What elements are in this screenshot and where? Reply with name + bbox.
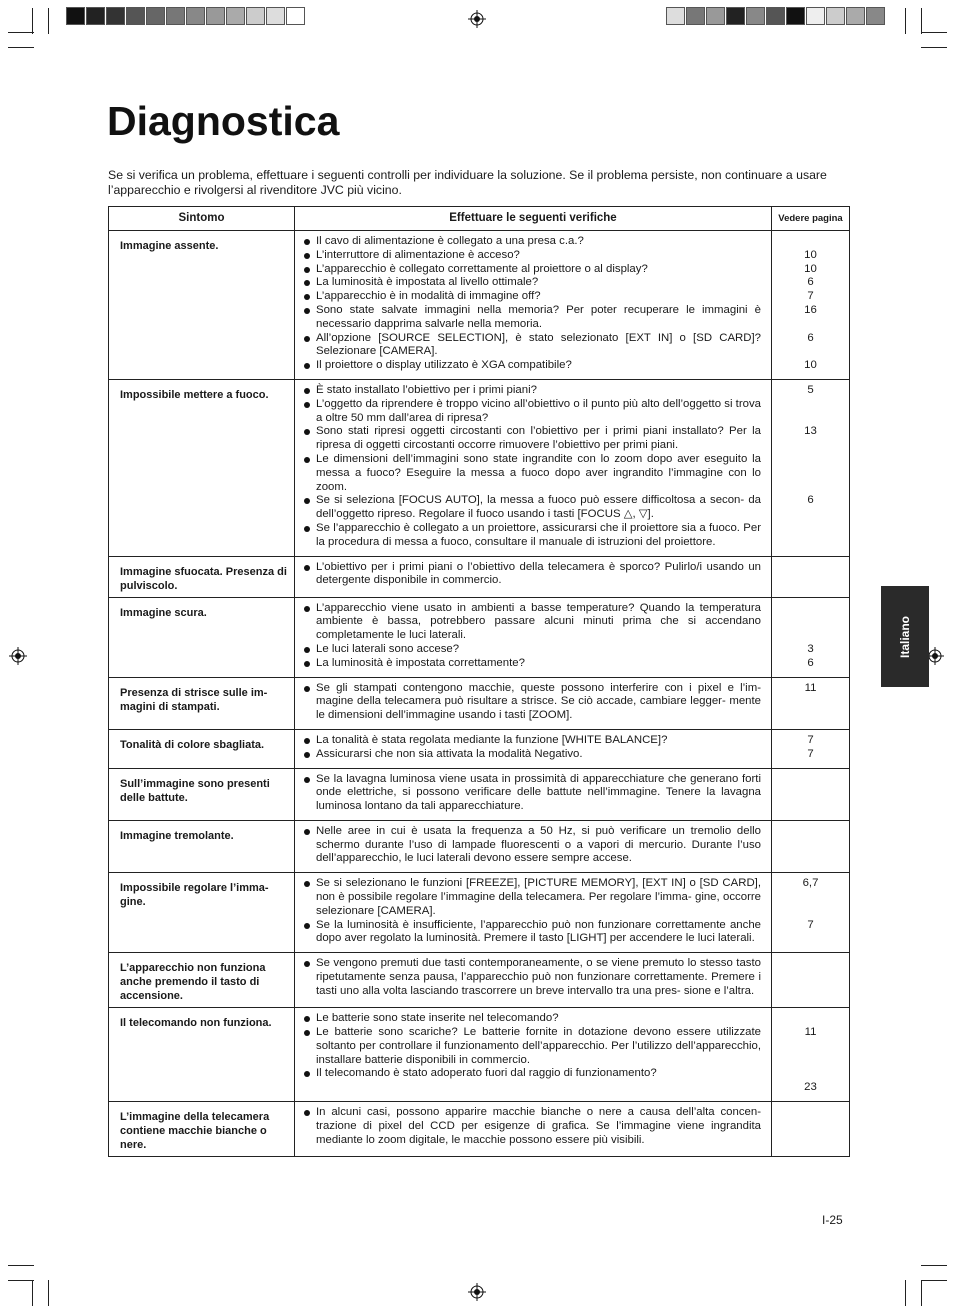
symptom-cell: L’apparecchio non funziona anche premendo il tasto di accensione. [109, 953, 295, 1008]
page-ref [772, 345, 849, 359]
checks-list [304, 1106, 761, 1147]
crop-mark [8, 47, 34, 48]
crop-mark [8, 32, 34, 33]
symptom-cell: Presenza di strisce sulle im- magini di stampati. [109, 677, 295, 729]
checks-cell [295, 379, 772, 556]
check-item: Se la lavagna luminosa viene usata in prossimità di apparecchiature che generano forti onde elettriche, si possono verificare delle battute nell’immagine. Tenere la lavagna luminosa lontano da tali apparecchiature. [304, 773, 761, 814]
checks-cell [295, 953, 772, 1008]
table-row [109, 729, 850, 768]
check-item: Le batterie sono state inserite nel telecomando? [304, 1012, 761, 1026]
crop-mark [921, 1280, 947, 1281]
page-ref: 7 [807, 918, 814, 931]
page-ref: 7 [807, 733, 814, 746]
symptom-cell: Immagine scura. [109, 597, 295, 677]
table-row [109, 677, 850, 729]
table-row [109, 1102, 850, 1157]
page-ref [772, 1012, 849, 1026]
column-header-symptom: Sintomo [109, 207, 295, 231]
page-ref [772, 629, 849, 643]
language-side-tab-label: Italiano [898, 615, 912, 658]
page-number: I-25 [822, 1213, 843, 1227]
page-ref [772, 398, 849, 412]
crop-mark [32, 8, 33, 34]
page-ref: 3 [807, 642, 814, 655]
page-ref: 6 [807, 494, 814, 507]
crop-mark [921, 1280, 922, 1306]
check-item: All’opzione [SOURCE SELECTION], è stato selezionato [EXT IN] o [SD CARD]? Selezionare [CAMERA]. [304, 332, 761, 360]
page-ref [772, 891, 849, 905]
crop-mark [921, 32, 947, 33]
table-header-row [109, 207, 850, 231]
table-row [109, 953, 850, 1008]
check-item: Assicurarsi che non sia attivata la modalità Negativo. [304, 748, 761, 762]
checks-list [304, 773, 761, 814]
page-ref-cell [772, 873, 850, 953]
column-header-page: Vedere pagina [772, 207, 850, 231]
check-item: Sono state salvate immagini nella memoria? Per poter recuperare le immagini è necessario dapprima salvarle nella memoria. [304, 304, 761, 332]
check-item: Le luci laterali sono accese? [304, 643, 761, 657]
page-ref: 11 [804, 1026, 817, 1039]
page-ref-cell [772, 597, 850, 677]
table-row [109, 820, 850, 872]
page-ref [772, 1040, 849, 1054]
crop-mark [48, 1280, 49, 1306]
checks-cell [295, 597, 772, 677]
checks-list [304, 825, 761, 866]
page-ref-cell [772, 953, 850, 1008]
page-ref: 23 [804, 1081, 817, 1094]
check-item: Il proiettore o display utilizzato è XGA compatibile? [304, 359, 761, 373]
page-ref-cell [772, 231, 850, 380]
page-ref [772, 453, 849, 467]
symptom-cell: Sull’immagine sono presenti delle battute. [109, 768, 295, 820]
symptom-cell: Il telecomando non funziona. [109, 1008, 295, 1102]
check-item: Le batterie sono scariche? Le batterie fornite in dotazione devono essere utilizzate soltanto per controllare il funzionamento dell’apparecchio. Per l’utilizzo dell’apparecchio, installare batterie disponibili in commercio. [304, 1026, 761, 1067]
check-item: Se si seleziona [FOCUS AUTO], la messa a fuoco può essere difficoltosa a secon- da dell’oggetto ripreso. Regolare il fuoco usando i tasti [FOCUS △, ▽]. [304, 494, 761, 522]
symptom-cell: Impossibile mettere a fuoco. [109, 379, 295, 556]
symptom-cell: Tonalità di colore sbagliata. [109, 729, 295, 768]
gray-calibration-bar [66, 7, 306, 25]
check-item: Se vengono premuti due tasti contemporaneamente, o se viene premuto lo stesso tasto ripetutamente senza pausa, l’apparecchio può non funzionare correttamente. Premere i tasti uno alla volta lasciando trascorrere un breve intervallo tra una pres- sione e l’altra. [304, 957, 761, 998]
page-ref [772, 615, 849, 629]
check-item: Nelle aree in cui è usata la frequenza a 50 Hz, si può verificare un tremolio dello schermo durante l’uso di lampade fluorescenti o a vapori di mercurio. Durante l’uso dell’apparecchio, le luci laterali devono essere sempre accese. [304, 825, 761, 866]
symptom-cell: Immagine assente. [109, 231, 295, 380]
page-ref-cell [772, 1008, 850, 1102]
page-ref-cell [772, 820, 850, 872]
page-ref: 13 [804, 425, 817, 438]
check-item: È stato installato l’obiettivo per i primi piani? [304, 384, 761, 398]
page-ref [772, 602, 849, 616]
page-ref: 10 [804, 359, 817, 372]
page-ref-cell [772, 768, 850, 820]
checks-cell [295, 677, 772, 729]
symptom-cell: Immagine tremolante. [109, 820, 295, 872]
table-row [109, 1008, 850, 1102]
checks-list [304, 682, 761, 723]
checks-cell [295, 768, 772, 820]
page-ref: 16 [804, 303, 817, 316]
check-item: L’apparecchio è collegato correttamente al proiettore o al display? [304, 263, 761, 277]
page-ref [772, 905, 849, 919]
check-item: L’interruttore di alimentazione è acceso? [304, 249, 761, 263]
page-ref [772, 1054, 849, 1068]
table-row [109, 597, 850, 677]
page-title: Diagnostica [107, 98, 340, 144]
page-ref: 10 [804, 262, 817, 275]
check-item: L’apparecchio viene usato in ambienti a basse temperature? Quando la temperatura ambiente è bassa, potrebbero passare alcuni minuti prima che si accendano completamente le luci laterali. [304, 602, 761, 643]
page-ref-cell [772, 729, 850, 768]
page-ref: 7 [807, 747, 814, 760]
page-ref: 7 [807, 290, 814, 303]
crop-mark [921, 8, 922, 34]
page-ref: 6 [807, 276, 814, 289]
intro-paragraph: Se si verifica un problema, effettuare i seguenti controlli per individuare la soluzione. Se il problema persiste, non continuare a usare l’apparecchio e rivolgersi al rivenditore JVC più vicino. [108, 168, 827, 197]
page-ref: 6 [807, 331, 814, 344]
page-ref [772, 412, 849, 426]
registration-mark-icon [468, 1283, 486, 1301]
page-ref-cell [772, 379, 850, 556]
table-row [109, 768, 850, 820]
page-ref: 5 [807, 383, 814, 396]
checks-list [304, 734, 761, 762]
table-row [109, 231, 850, 380]
checks-list [304, 602, 761, 671]
page-ref: 11 [804, 681, 817, 694]
checks-list [304, 561, 761, 589]
check-item: Se l’apparecchio è collegato a un proiettore, assicurarsi che il proiettore sia a fuoco. Per la procedura di messa a fuoco, consultare il manuale di istruzioni del proiettore. [304, 522, 761, 550]
check-item: Sono stati ripresi oggetti circostanti con l’obiettivo per i primi piani installato? Per la ripresa di oggetti circostanti occorre rimuovere l’obiettivo per primi piani. [304, 425, 761, 453]
checks-cell [295, 231, 772, 380]
page-ref-cell [772, 677, 850, 729]
page-ref-cell [772, 1102, 850, 1157]
check-item: Se gli stampati contengono macchie, queste possono interferire con i pixel e l’im- magine della telecamera può risultare a strisce. Se ciò accade, cambiare legger- mente le dimensioni dell’immagine usando i tasti [ZOOM]. [304, 682, 761, 723]
check-item: In alcuni casi, possono apparire macchie bianche o nere a causa dell’alta concen- trazione di pixel del CCD per esigenze di grafica. Se l’immagine viene ingrandita mediante lo zoom digitale, le macchie possono essere più visibili. [304, 1106, 761, 1147]
check-item: La tonalità è stata regolata mediante la funzione [WHITE BALANCE]? [304, 734, 761, 748]
crop-mark [8, 1265, 34, 1266]
checks-list [304, 1012, 761, 1081]
page-ref: 10 [804, 248, 817, 261]
table-row [109, 873, 850, 953]
checks-cell [295, 1102, 772, 1157]
checks-list [304, 235, 761, 373]
check-item: L’apparecchio è in modalità di immagine off? [304, 290, 761, 304]
table-row [109, 556, 850, 597]
table-row [109, 379, 850, 556]
check-item: Il cavo di alimentazione è collegato a una presa c.a.? [304, 235, 761, 249]
checks-cell [295, 1008, 772, 1102]
check-item: Il telecomando è stato adoperato fuori dal raggio di funzionamento? [304, 1067, 761, 1081]
page-ref [772, 235, 849, 249]
checks-list [304, 384, 761, 550]
crop-mark [905, 1280, 906, 1306]
color-calibration-bar [666, 7, 886, 25]
crop-mark [8, 1280, 34, 1281]
symptom-cell: Immagine sfuocata. Presenza di pulviscolo. [109, 556, 295, 597]
check-item: L’oggetto da riprendere è troppo vicino all’obiettivo o il punto più alto dell’oggetto si trova a oltre 50 mm dall’area di ripresa? [304, 398, 761, 426]
troubleshooting-table [108, 206, 850, 1157]
crop-mark [48, 8, 49, 34]
checks-cell [295, 873, 772, 953]
check-item: L’obiettivo per i primi piani o l’obiettivo della telecamera è sporco? Pulirlo/i usando un detergente disponibile in commercio. [304, 561, 761, 589]
language-side-tab [881, 586, 929, 687]
page-ref [772, 481, 849, 495]
page-ref [772, 467, 849, 481]
symptom-cell: Impossibile regolare l’imma- gine. [109, 873, 295, 953]
crop-mark [32, 1280, 33, 1306]
page-ref: 6,7 [802, 877, 819, 890]
checks-list [304, 877, 761, 946]
registration-mark-icon [468, 10, 486, 28]
crop-mark [921, 47, 947, 48]
checks-list [304, 957, 761, 998]
page-ref [772, 318, 849, 332]
page-ref-cell [772, 556, 850, 597]
check-item: Le dimensioni dell’immagini sono state ingrandite con lo zoom dopo aver eseguito la messa a fuoco? Eseguire la messa a fuoco dopo aver ingrandito l’immagine con lo zoom. [304, 453, 761, 494]
checks-cell [295, 556, 772, 597]
check-item: Se la luminosità è insufficiente, l’apparecchio può non funzionare correttamente anche dopo aver regolato la luminosità. Premere il tasto [LIGHT] per accendere le luci laterali. [304, 919, 761, 947]
checks-cell [295, 729, 772, 768]
symptom-cell: L’immagine della telecamera contiene macchie bianche o nere. [109, 1102, 295, 1157]
page-ref: 6 [807, 656, 814, 669]
column-header-checks: Effettuare le seguenti verifiche [295, 207, 772, 231]
check-item: La luminosità è impostata correttamente? [304, 657, 761, 671]
page-ref [772, 1067, 849, 1081]
page-ref [772, 439, 849, 453]
checks-cell [295, 820, 772, 872]
crop-mark [905, 8, 906, 34]
check-item: La luminosità è impostata al livello ottimale? [304, 276, 761, 290]
registration-mark-icon [9, 647, 27, 665]
check-item: Se si selezionano le funzioni [FREEZE], [PICTURE MEMORY], [EXT IN] o [SD CARD], non è possibile regolare l’immagine della telecamera. Per regolare l’imma- gine, occorre selezionare [CAMERA]. [304, 877, 761, 918]
crop-mark [921, 1265, 947, 1266]
